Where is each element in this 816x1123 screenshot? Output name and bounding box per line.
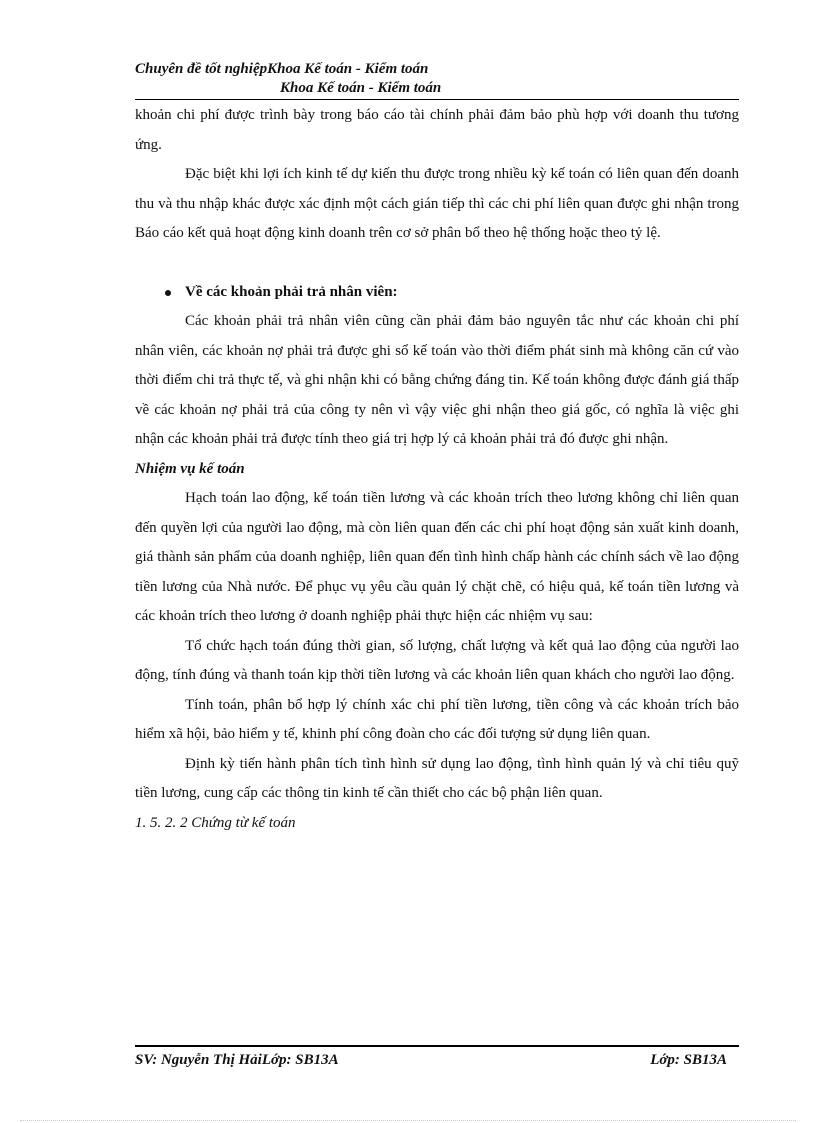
bullet-heading-text: Về các khoản phải trả nhân viên: <box>185 283 398 300</box>
paragraph: Các khoản phải trả nhân viên cũng cần phải đảm bảo nguyên tắc như các khoản chi phí nhân viên, các khoản nợ phải trả được ghi sổ kế toán vào thời điểm phát sinh mà không căn cứ vào thời điểm chi trả thực tế, và ghi nhận khi có bằng chứng đáng tin. Kế toán không được đánh giá thấp về các khoản nợ phải trả của công ty nên vì vậy việc ghi nhận theo giá gốc, có nghĩa là việc ghi nhận các khoản phải trả được tính theo giá trị hợp lý cả khoản phải trả đó được ghi nhận. <box>135 313 739 447</box>
header-divider <box>135 99 739 100</box>
document-body <box>135 101 739 838</box>
bullet-heading <box>135 278 739 308</box>
paragraph: Định kỳ tiến hành phân tích tình hình sử dụng lao động, tình hình quản lý và chỉ tiêu quỹ tiền lương, cung cấp các thông tin kinh tế cần thiết cho các bộ phận liên quan. <box>135 755 739 801</box>
subsection-title: 1. 5. 2. 2 Chứng từ kế toán <box>135 814 296 831</box>
bullet-icon <box>165 290 171 296</box>
header-line-2: Khoa Kế toán - Kiểm toán <box>280 80 442 96</box>
paragraph: Hạch toán lao động, kế toán tiền lương và các khoản trích theo lương không chỉ liên quan đến quyền lợi của người lao động, mà còn liên quan đến các chi phí hoạt động sản xuất kinh doanh, giá thành sản phẩm của doanh nghiệp, liên quan đến tình hình chấp hành các chính sách về lao động tiền lương của Nhà nước. Để phục vụ yêu cầu quản lý chặt chẽ, có hiệu quả, kế toán tiền lương và các khoản trích theo lương ở doanh nghiệp phải thực hiện các nhiệm vụ sau: <box>135 490 739 624</box>
paragraph: Đặc biệt khi lợi ích kinh tế dự kiến thu được trong nhiều kỳ kế toán có liên quan đến doanh thu và thu nhập khác được xác định một cách gián tiếp thì các chi phí liên quan được ghi nhận trong Báo cáo kết quả hoạt động kinh doanh trên cơ sở phân bổ theo hệ thống hoặc theo tỷ lệ. <box>135 166 739 241</box>
footer-divider <box>135 1045 739 1047</box>
header-line-1: Chuyên đề tốt nghiệpKhoa Kế toán - Kiểm toán <box>135 61 429 77</box>
page-header <box>135 60 739 98</box>
footer-class: Lớp: SB13A <box>650 1052 727 1068</box>
section-title: Nhiệm vụ kế toán <box>135 460 245 477</box>
spacer <box>135 249 739 278</box>
footer-student: SV: Nguyễn Thị HảiLớp: SB13A <box>135 1052 339 1068</box>
paragraph-continuation: khoản chi phí được trình bày trong báo cáo tài chính phải đảm bảo phù hợp với doanh thu tương ứng. <box>135 107 739 153</box>
paragraph: Tính toán, phân bổ hợp lý chính xác chi phí tiền lương, tiền công và các khoản trích bảo hiểm xã hội, bảo hiểm y tế, khinh phí công đoàn cho các đối tượng sử dụng liên quan. <box>135 696 739 742</box>
paragraph: Tổ chức hạch toán đúng thời gian, số lượng, chất lượng và kết quả lao động của người lao động, tính đúng và thanh toán kịp thời tiền lương và các khoản liên quan khách cho người lao động. <box>135 637 739 683</box>
page-bottom-border <box>20 1120 796 1121</box>
